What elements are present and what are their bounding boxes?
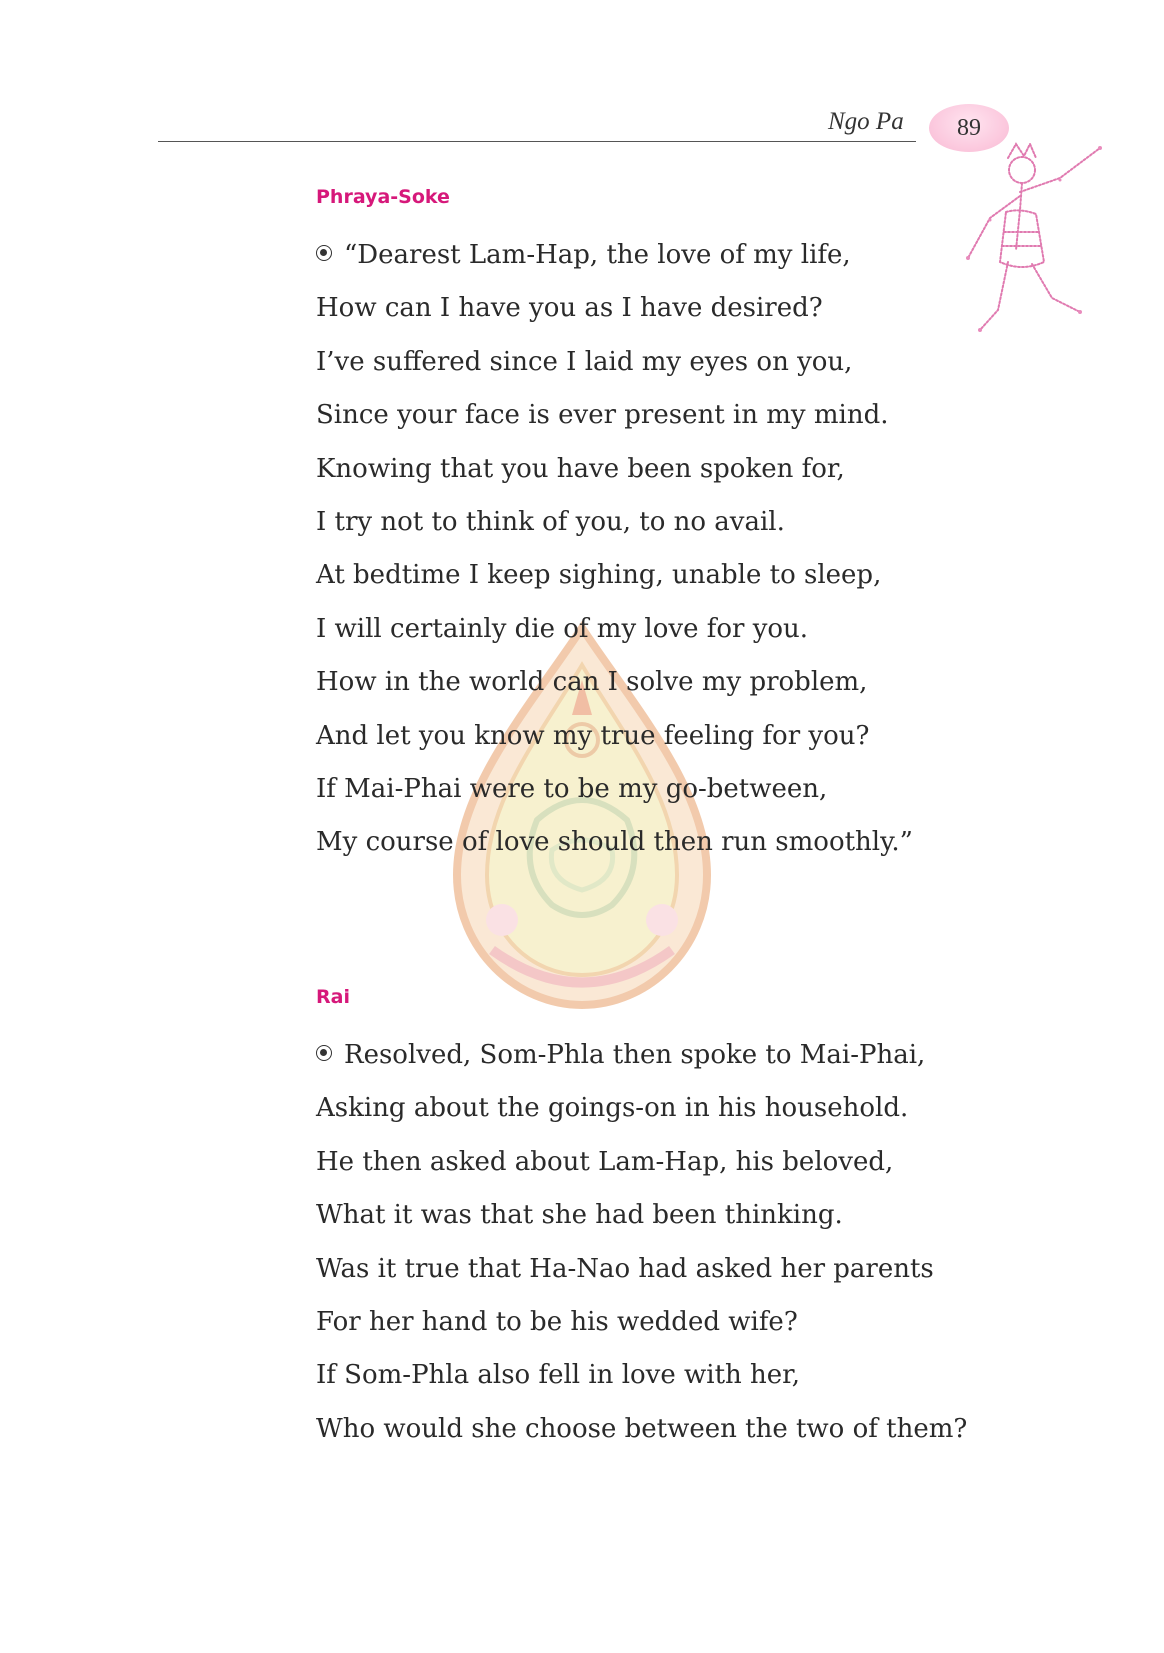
- bullet-icon: [316, 1045, 332, 1061]
- verse-text: “Dearest Lam-Hap, the love of my life,: [344, 240, 851, 270]
- verse-line: If Mai-Phai were to be my go-between,: [316, 773, 828, 804]
- speaker-label: Rai: [316, 986, 350, 1008]
- verse-line: I will certainly die of my love for you.: [316, 613, 809, 644]
- verse-line: How can I have you as I have desired?: [316, 293, 823, 324]
- verse-line: Since your face is ever present in my mind.: [316, 400, 889, 431]
- dancer-illustration: [960, 140, 1120, 350]
- verse-line: He then asked about Lam-Hap, his beloved,: [316, 1146, 894, 1177]
- stanza: [316, 229, 913, 870]
- verse-line: At bedtime I keep sighing, unable to sleep,: [316, 560, 882, 591]
- speaker-label: Phraya-Soke: [316, 186, 450, 208]
- verse-line: And let you know my true feeling for you?: [316, 720, 870, 751]
- verse-line: Who would she choose between the two of them?: [316, 1413, 968, 1444]
- verse-line: Was it true that Ha-Nao had asked her parents: [316, 1253, 934, 1284]
- page-number: 89: [957, 114, 981, 141]
- verse-line: [316, 1029, 967, 1082]
- stanza: [316, 1029, 967, 1456]
- verse-line: [316, 229, 913, 282]
- verse-text: Resolved, Som-Phla then spoke to Mai-Phai,: [344, 1040, 926, 1070]
- bullet-icon: [316, 245, 332, 261]
- verse-line: Knowing that you have been spoken for,: [316, 453, 845, 484]
- running-title: Ngo Pa: [828, 108, 904, 135]
- verse-line: My course of love should then run smoothly.”: [316, 827, 913, 858]
- verse-line: For her hand to be his wedded wife?: [316, 1306, 798, 1337]
- verse-line: I’ve suffered since I laid my eyes on you,: [316, 346, 853, 377]
- verse-line: How in the world can I solve my problem,: [316, 667, 868, 698]
- verse-line: If Som-Phla also fell in love with her,: [316, 1360, 800, 1391]
- header-rule: [158, 141, 916, 142]
- verse-line: I try not to think of you, to no avail.: [316, 506, 785, 537]
- verse-line: What it was that she had been thinking.: [316, 1200, 843, 1231]
- verse-line: Asking about the goings-on in his household.: [316, 1093, 909, 1124]
